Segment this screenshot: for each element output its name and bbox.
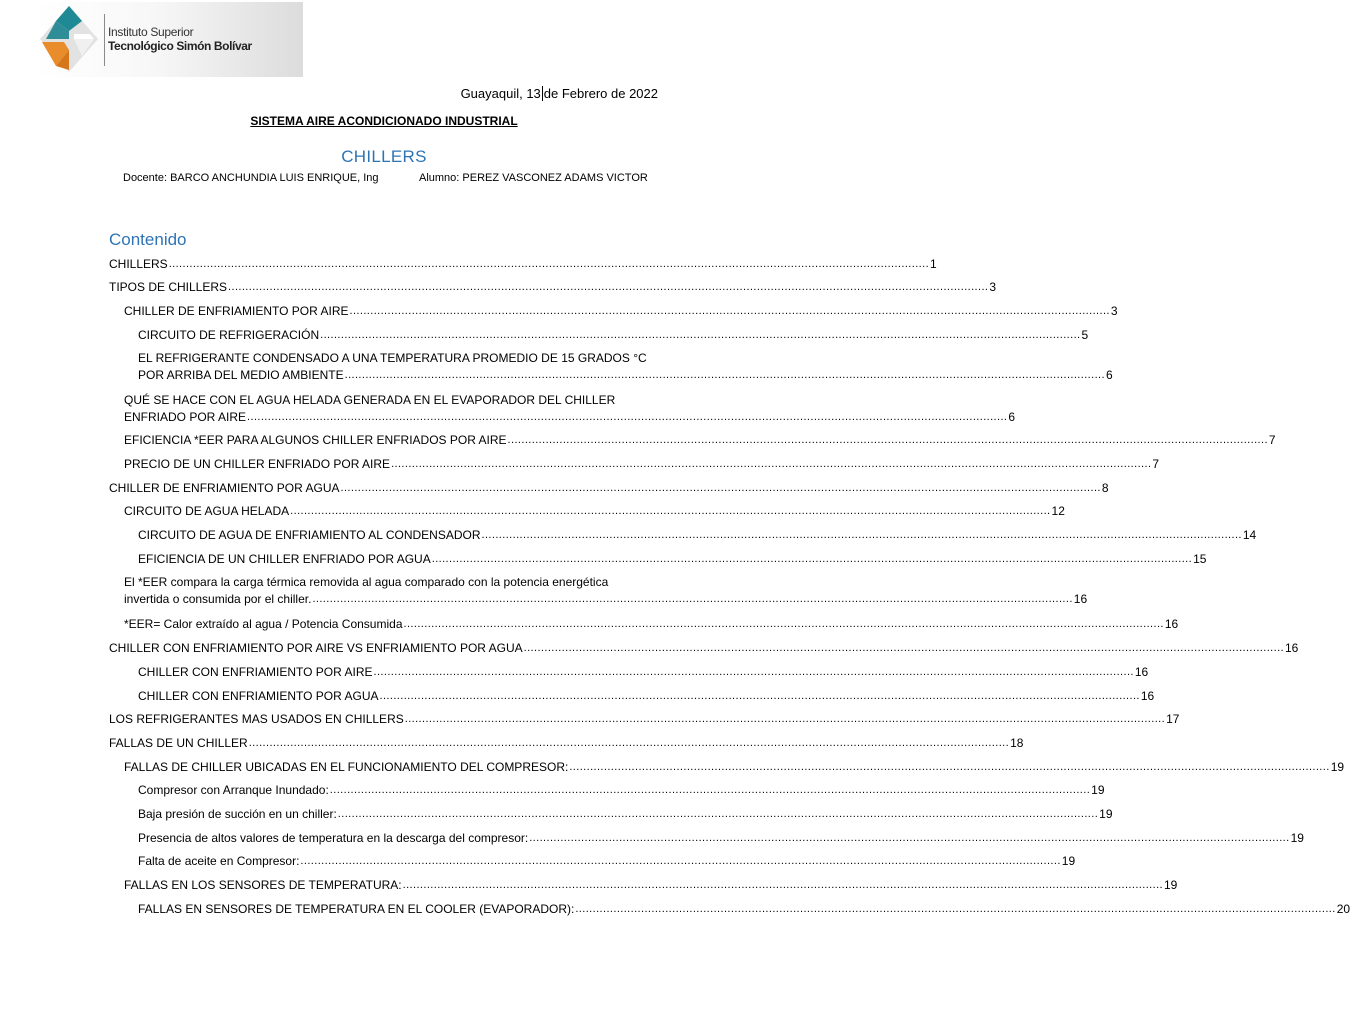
toc-page-number: 16 <box>1285 641 1299 655</box>
toc-page-number: 8 <box>1101 481 1109 495</box>
toc-leader: ............................................................................................................................................................................................................................ <box>320 329 1081 341</box>
toc-leader: ............................................................................................................................................................................................................................ <box>404 713 1166 725</box>
toc-leader: ............................................................................................................................................................................................................................ <box>507 434 1268 446</box>
toc-entry[interactable] <box>109 806 1113 823</box>
toc-entry[interactable] <box>109 640 1299 657</box>
toc-entry-title: CHILLER CON ENFRIAMIENTO POR AGUA <box>138 689 379 703</box>
toc-entry[interactable] <box>109 503 1065 520</box>
toc-entry[interactable] <box>109 735 1024 752</box>
toc-page-number: 19 <box>1061 854 1076 868</box>
toc-page-number: 14 <box>1242 528 1257 542</box>
toc-entry-title: Falta de aceite en Compresor: <box>138 854 300 868</box>
toc-leader: ............................................................................................................................................................................................................................ <box>340 482 1101 494</box>
toc-page-number: 16 <box>1164 617 1179 631</box>
toc-entry-title: FALLAS EN LOS SENSORES DE TEMPERATURA: <box>124 878 402 892</box>
toc-entry-title: CHILLER CON ENFRIAMIENTO POR AIRE VS ENFRIAMIENTO POR AGUA <box>109 641 523 655</box>
toc-entry[interactable] <box>109 853 1076 870</box>
logo-text-line2: Tecnológico Simón Bolívar <box>108 39 252 53</box>
toc-entry[interactable] <box>109 392 1016 426</box>
toc-entry-title: CHILLER CON ENFRIAMIENTO POR AIRE <box>138 665 373 679</box>
toc-page-number: 3 <box>989 280 997 294</box>
toc-page-number: 1 <box>930 257 937 271</box>
toc-page-number: 6 <box>1008 410 1016 424</box>
toc-entry-title: Presencia de altos valores de temperatura en la descarga del compresor: <box>138 831 529 845</box>
toc-entry[interactable] <box>109 830 1304 847</box>
toc-page-number: 19 <box>1099 807 1113 821</box>
toc-entry-title: POR ARRIBA DEL MEDIO AMBIENTE <box>138 368 344 382</box>
toc-leader: ............................................................................................................................................................................................................................ <box>300 855 1061 867</box>
toc-entry[interactable] <box>109 759 1345 776</box>
toc-entry[interactable] <box>109 574 1088 608</box>
toc-page-number: 5 <box>1081 328 1089 342</box>
toc-entry-title-line1: EL REFRIGERANTE CONDENSADO A UNA TEMPERATURA PROMEDIO DE 15 GRADOS °C <box>138 351 647 365</box>
toc-leader: ............................................................................................................................................................................................................................ <box>569 761 1330 773</box>
toc-entry[interactable] <box>109 303 1118 320</box>
logo-separator <box>104 14 105 66</box>
toc-entry[interactable] <box>109 782 1105 799</box>
toc-leader: ............................................................................................................................................................................................................................ <box>349 305 1110 317</box>
toc-entry[interactable] <box>109 711 1180 728</box>
toc-entry-title-line1: QUÉ SE HACE CON EL AGUA HELADA GENERADA EN EL EVAPORADOR DEL CHILLER <box>124 393 616 407</box>
toc-entry-title: FALLAS EN SENSORES DE TEMPERATURA EN EL COOLER (EVAPORADOR): <box>138 902 575 916</box>
toc-entry-title: CHILLER DE ENFRIAMIENTO POR AIRE <box>124 304 349 318</box>
toc-entry-title: ENFRIADO POR AIRE <box>124 410 247 424</box>
toc-entry[interactable] <box>109 432 1276 449</box>
toc-leader: ............................................................................................................................................................................................................................ <box>329 784 1091 796</box>
institute-logo <box>36 2 303 77</box>
text-cursor <box>542 86 543 101</box>
toc-leader: ............................................................................................................................................................................................................................ <box>529 832 1290 844</box>
toc-leader: ............................................................................................................................................................................................................................ <box>247 411 1008 423</box>
toc-entry[interactable] <box>109 279 997 296</box>
document-title: SISTEMA AIRE ACONDICIONADO INDUSTRIAL <box>250 114 518 128</box>
toc-entry-title: Compresor con Arranque Inundado: <box>138 783 329 797</box>
toc-entry-title: FALLAS DE CHILLER UBICADAS EN EL FUNCIONAMIENTO DEL COMPRESOR: <box>124 760 569 774</box>
toc-leader: ............................................................................................................................................................................................................................ <box>290 505 1051 517</box>
toc-page-number: 18 <box>1010 736 1024 750</box>
toc-leader: ............................................................................................................................................................................................................................ <box>337 808 1099 820</box>
toc-leader: ............................................................................................................................................................................................................................ <box>481 529 1242 541</box>
toc-entry-title: CHILLER DE ENFRIAMIENTO POR AGUA <box>109 481 340 495</box>
toc-page-number: 19 <box>1290 831 1304 845</box>
toc-page-number: 19 <box>1330 760 1345 774</box>
toc-page-number: 3 <box>1110 304 1118 318</box>
date-text-part1: Guayaquil, 13 <box>460 86 541 101</box>
toc-page-number: 7 <box>1152 457 1160 471</box>
toc-leader: ............................................................................................................................................................................................................................ <box>403 618 1164 630</box>
toc-page-number: 15 <box>1193 552 1207 566</box>
toc-entry-title: EFICIENCIA *EER PARA ALGUNOS CHILLER ENFRIADOS POR AIRE <box>124 433 507 447</box>
toc-entry[interactable] <box>109 256 937 273</box>
toc-leader: ............................................................................................................................................................................................................................ <box>373 666 1134 678</box>
toc-page-number: 17 <box>1166 712 1180 726</box>
toc-entry-title: PRECIO DE UN CHILLER ENFRIADO POR AIRE <box>124 457 391 471</box>
toc-entry-title: FALLAS DE UN CHILLER <box>109 736 248 750</box>
toc-leader: ............................................................................................................................................................................................................................ <box>228 281 989 293</box>
toc-entry-title: LOS REFRIGERANTES MAS USADOS EN CHILLERS <box>109 712 404 726</box>
toc-leader: ............................................................................................................................................................................................................................ <box>523 642 1284 654</box>
document-date <box>461 86 658 101</box>
toc-entry[interactable] <box>109 551 1207 568</box>
toc-page-number: 7 <box>1268 433 1276 447</box>
date-text-part2: de Febrero de 2022 <box>543 86 658 101</box>
toc-page-number: 19 <box>1164 878 1178 892</box>
toc-entry[interactable] <box>109 350 1113 384</box>
toc-leader: ............................................................................................................................................................................................................................ <box>391 458 1152 470</box>
student-line: Alumno: PEREZ VASCONEZ ADAMS VICTOR <box>419 172 648 184</box>
toc-entry[interactable] <box>109 664 1149 681</box>
toc-entry-title: TIPOS DE CHILLERS <box>109 280 228 294</box>
toc-leader: ............................................................................................................................................................................................................................ <box>379 690 1140 702</box>
toc-entry[interactable] <box>109 901 1350 918</box>
toc-leader: ............................................................................................................................................................................................................................ <box>312 593 1073 605</box>
toc-page-number: 16 <box>1140 689 1155 703</box>
toc-leader: ............................................................................................................................................................................................................................ <box>168 258 930 270</box>
toc-leader: ............................................................................................................................................................................................................................ <box>402 879 1163 891</box>
toc-leader: ............................................................................................................................................................................................................................ <box>575 903 1336 915</box>
toc-page-number: 20 <box>1336 902 1350 916</box>
toc-heading: Contenido <box>109 230 187 249</box>
toc-entry-title: EFICIENCIA DE UN CHILLER ENFRIADO POR AGUA <box>138 552 431 566</box>
logo-diamond-icon <box>38 4 100 74</box>
toc-entry-title: CIRCUITO DE AGUA DE ENFRIAMIENTO AL CONDENSADOR <box>138 528 481 542</box>
toc-page-number: 6 <box>1105 368 1113 382</box>
toc-entry-title: Baja presión de succión en un chiller: <box>138 807 337 821</box>
logo-text-line1: Instituto Superior <box>108 25 194 39</box>
toc-entry[interactable] <box>109 480 1109 497</box>
toc-leader: ............................................................................................................................................................................................................................ <box>344 369 1105 381</box>
toc-entry[interactable] <box>109 877 1178 894</box>
toc-entry-title: CHILLERS <box>109 257 168 271</box>
teacher-line: Docente: BARCO ANCHUNDIA LUIS ENRIQUE, Ing <box>123 172 379 184</box>
toc-entry-title: CIRCUITO DE AGUA HELADA <box>124 504 290 518</box>
toc-leader: ............................................................................................................................................................................................................................ <box>248 737 1010 749</box>
toc-entry-title: *EER= Calor extraído al agua / Potencia Consumida <box>124 617 403 631</box>
toc-entry-title: CIRCUITO DE REFRIGERACIÓN <box>138 328 320 342</box>
toc-page-number: 19 <box>1091 783 1105 797</box>
toc-entry-title: invertida o consumida por el chiller. <box>124 592 312 606</box>
toc-page-number: 16 <box>1134 665 1149 679</box>
toc-entry[interactable] <box>109 688 1155 705</box>
document-subject: CHILLERS <box>341 147 427 166</box>
toc-entry[interactable] <box>109 527 1257 544</box>
toc-entry-title-line1: El *EER compara la carga térmica removida al agua comparado con la potencia energética <box>124 575 609 589</box>
toc-page-number: 16 <box>1073 592 1088 606</box>
toc-entry[interactable] <box>109 456 1160 473</box>
toc-page-number: 12 <box>1051 504 1065 518</box>
toc-entry[interactable] <box>109 327 1089 344</box>
toc-leader: ............................................................................................................................................................................................................................ <box>431 553 1193 565</box>
toc-entry[interactable] <box>109 616 1179 633</box>
